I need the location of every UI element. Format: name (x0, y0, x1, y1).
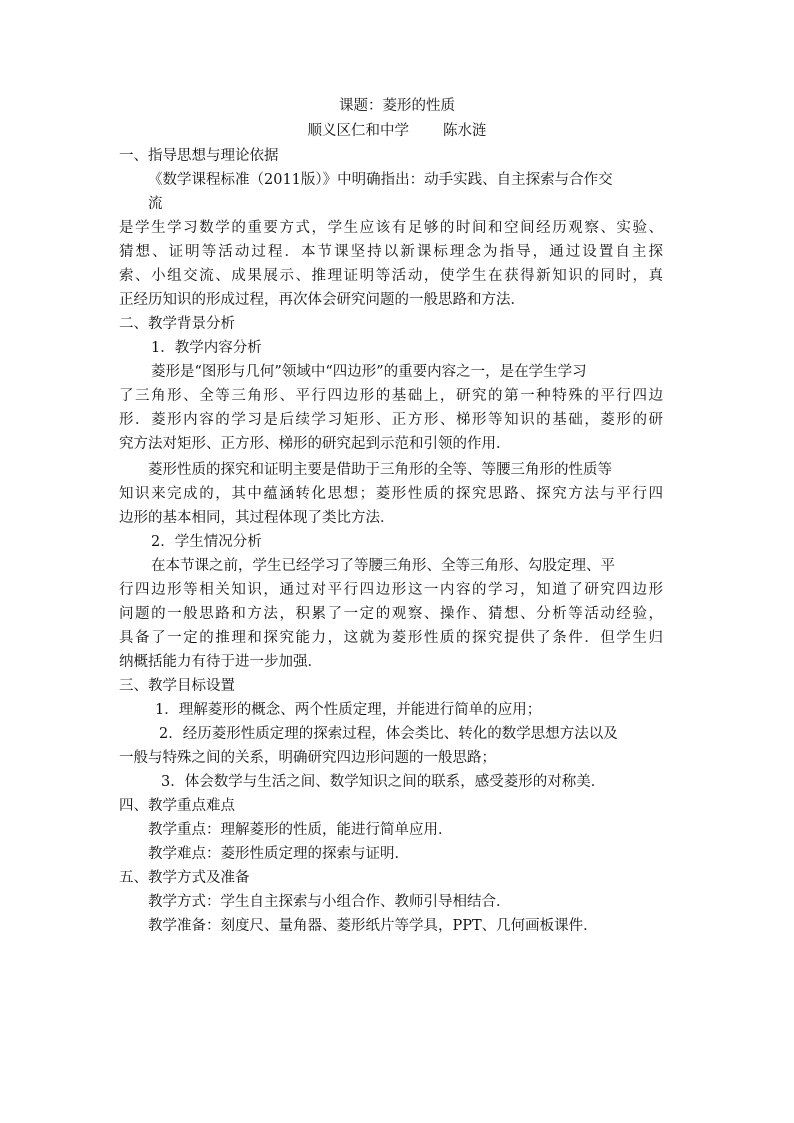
paragraph-line: 究方法对矩形、正方形、梯形的研究起到示范和引领的作用． (119, 436, 511, 452)
paragraph-line: 菱形是“图形与几何”领域中“四边形”的重要内容之一，是在学生学习 (151, 364, 587, 380)
objective-item: 一般与特殊之间的关系，明确研究四边形问题的一般思路； (119, 750, 496, 766)
paragraph-line: 正经历知识的形成过程，再次体会研究问题的一般思路和方法． (119, 292, 525, 308)
subsection-heading: 2．学生情况分析 (151, 534, 262, 550)
section-heading-1: 一、指导思想与理论依据 (119, 148, 279, 164)
paragraph-line: 了三角形、全等三角形、平行四边形的基础上，研究的第一种特殊的平行四边 (119, 388, 663, 404)
section-heading-4: 四、教学重点难点 (119, 798, 235, 814)
section-heading-5: 五、教学方式及准备 (119, 870, 250, 886)
paragraph-line: 行四边形等相关知识，通过对平行四边形这一内容的学习，知道了研究四边形 (119, 582, 663, 598)
key-point: 教学重点：理解菱形的性质，能进行简单应用． (148, 822, 453, 838)
paragraph-line: 问题的一般思路和方法，积累了一定的观察、操作、猜想、分析等活动经验， (119, 606, 663, 622)
teaching-preparation: 教学准备：刻度尺、量角器、菱形纸片等学具，PPT、几何画板课件． (148, 918, 598, 934)
paragraph-line: 流 (148, 196, 163, 212)
paragraph-line: 边形的基本相同，其过程体现了类比方法． (119, 510, 395, 526)
paragraph-line: 是学生学习数学的重要方式，学生应该有足够的时间和空间经历观察、实验、 (119, 220, 663, 236)
school-author-line (0, 121, 794, 141)
objective-item: 3．体会数学与生活之间、数学知识之间的联系，感受菱形的对称美． (161, 774, 606, 790)
paragraph-line: 索、小组交流、成果展示、推理证明等活动，使学生在获得新知识的同时，真 (119, 268, 663, 284)
subsection-heading: 1．教学内容分析 (151, 340, 262, 356)
paragraph-line: 具备了一定的推理和探究能力，这就为菱形性质的探究提供了条件．但学生归 (119, 630, 663, 646)
author-name: 陈水涟 (443, 123, 487, 139)
objective-item: 2．经历菱形性质定理的探索过程，体会类比、转化的数学思想方法以及 (159, 726, 618, 742)
paragraph-line: 形．菱形内容的学习是后续学习矩形、正方形、梯形等知识的基础，菱形的研 (119, 412, 663, 428)
paragraph-line: 纳概括能力有待于进一步加强． (119, 654, 322, 670)
teaching-method: 教学方式：学生自主探索与小组合作、教师引导相结合． (148, 894, 511, 910)
section-heading-3: 三、教学目标设置 (119, 678, 235, 694)
paragraph-line: 菱形性质的探究和证明主要是借助于三角形的全等、等腰三角形的性质等 (148, 462, 612, 478)
paragraph-line: 知识来完成的，其中蕴涵转化思想；菱形性质的探究思路、探究方法与平行四 (119, 486, 663, 502)
school-name: 顺义区仁和中学 (307, 123, 409, 139)
section-heading-2: 二、教学背景分析 (119, 316, 235, 332)
paragraph-line: 《数学课程标准（2011版）》中明确指出：动手实践、自主探索与合作交 (148, 172, 613, 188)
paragraph-line: 在本节课之前，学生已经学习了等腰三角形、全等三角形、勾股定理、平 (151, 558, 615, 574)
objective-item: 1．理解菱形的概念、两个性质定理，并能进行简单的应用； (155, 702, 542, 718)
lesson-title: 课题：菱形的性质 (339, 98, 455, 114)
paragraph-line: 猜想、证明等活动过程．本节课坚持以新课标理念为指导，通过设置自主探 (119, 244, 663, 260)
difficult-point: 教学难点：菱形性质定理的探索与证明． (148, 846, 409, 862)
